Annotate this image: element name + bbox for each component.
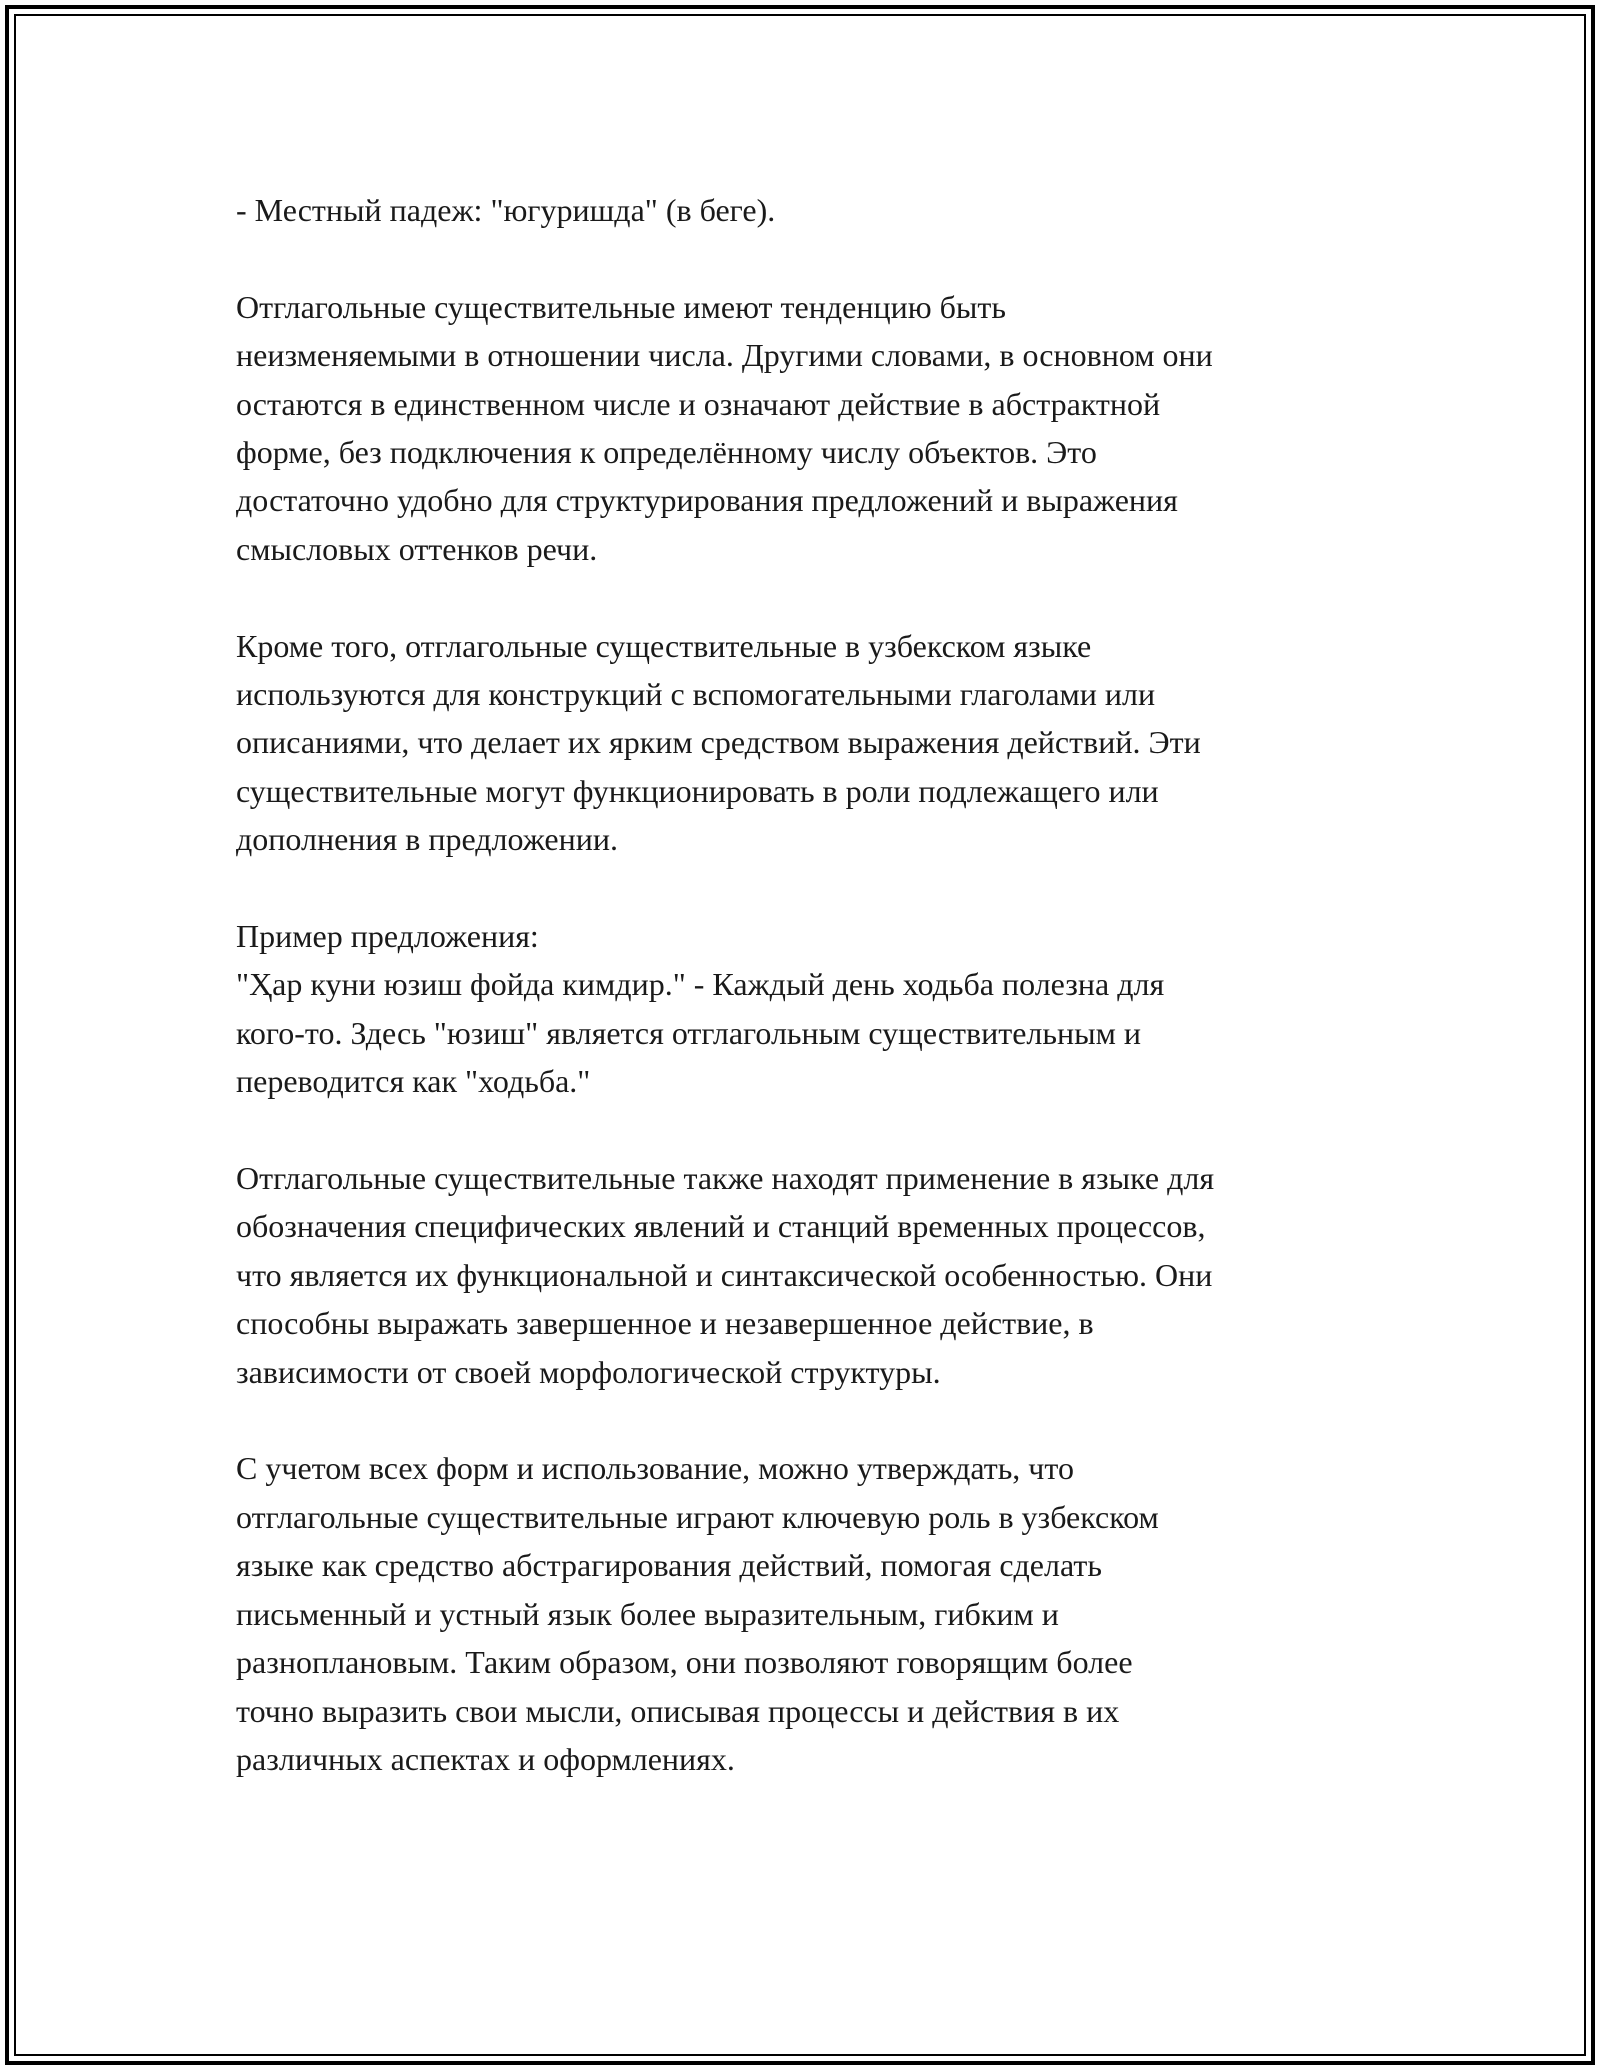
paragraph-specific-phenomena: Отглагольные существительные также находят применение в языке для обозначения специфических явлений и станций временных процессов, что является их функциональной и синтаксической особенностью. Они способны выражать завершенное и незавершенное действие, в зависимости от своей морфологической структуры. bbox=[236, 1160, 1215, 1390]
document-body bbox=[236, 186, 1376, 1783]
paragraph-example-sentence: Пример предложения: "Ҳар куни юзиш фойда кимдир." - Каждый день ходьба полезна для кого-то. Здесь "юзиш" является отглагольным существительным и переводится как "ходьба." bbox=[236, 918, 1165, 1100]
paragraph-conclusion: С учетом всех форм и использование, можно утверждать, что отглагольные существительные играют ключевую роль в узбекском языке как средство абстрагирования действий, помогая сделать письменный и устный язык более выразительным, гибким и разноплановым. Таким образом, они позволяют говорящим более точно выразить свои мысли, описывая процессы и действия в их различных аспектах и оформлениях. bbox=[236, 1450, 1159, 1777]
paragraph-number-invariance: Отглагольные существительные имеют тенденцию быть неизменяемыми в отношении числа. Другими словами, в основном они остаются в единственном числе и означают действие в абстрактной форме, без подключения к определённому числу объектов. Это достаточно удобно для структурирования предложений и выражения смысловых оттенков речи. bbox=[236, 288, 1213, 567]
paragraph-locative-case: - Местный падеж: "югуришда" (в беге). bbox=[236, 192, 776, 228]
paragraph-auxiliary-constructions: Кроме того, отглагольные существительные в узбекском языке используются для конструкций с вспомогательными глаголами или описаниями, что делает их ярким средством выражения действий. Эти существительные могут функционировать в роли подлежащего или дополнения в предложении. bbox=[236, 627, 1201, 858]
